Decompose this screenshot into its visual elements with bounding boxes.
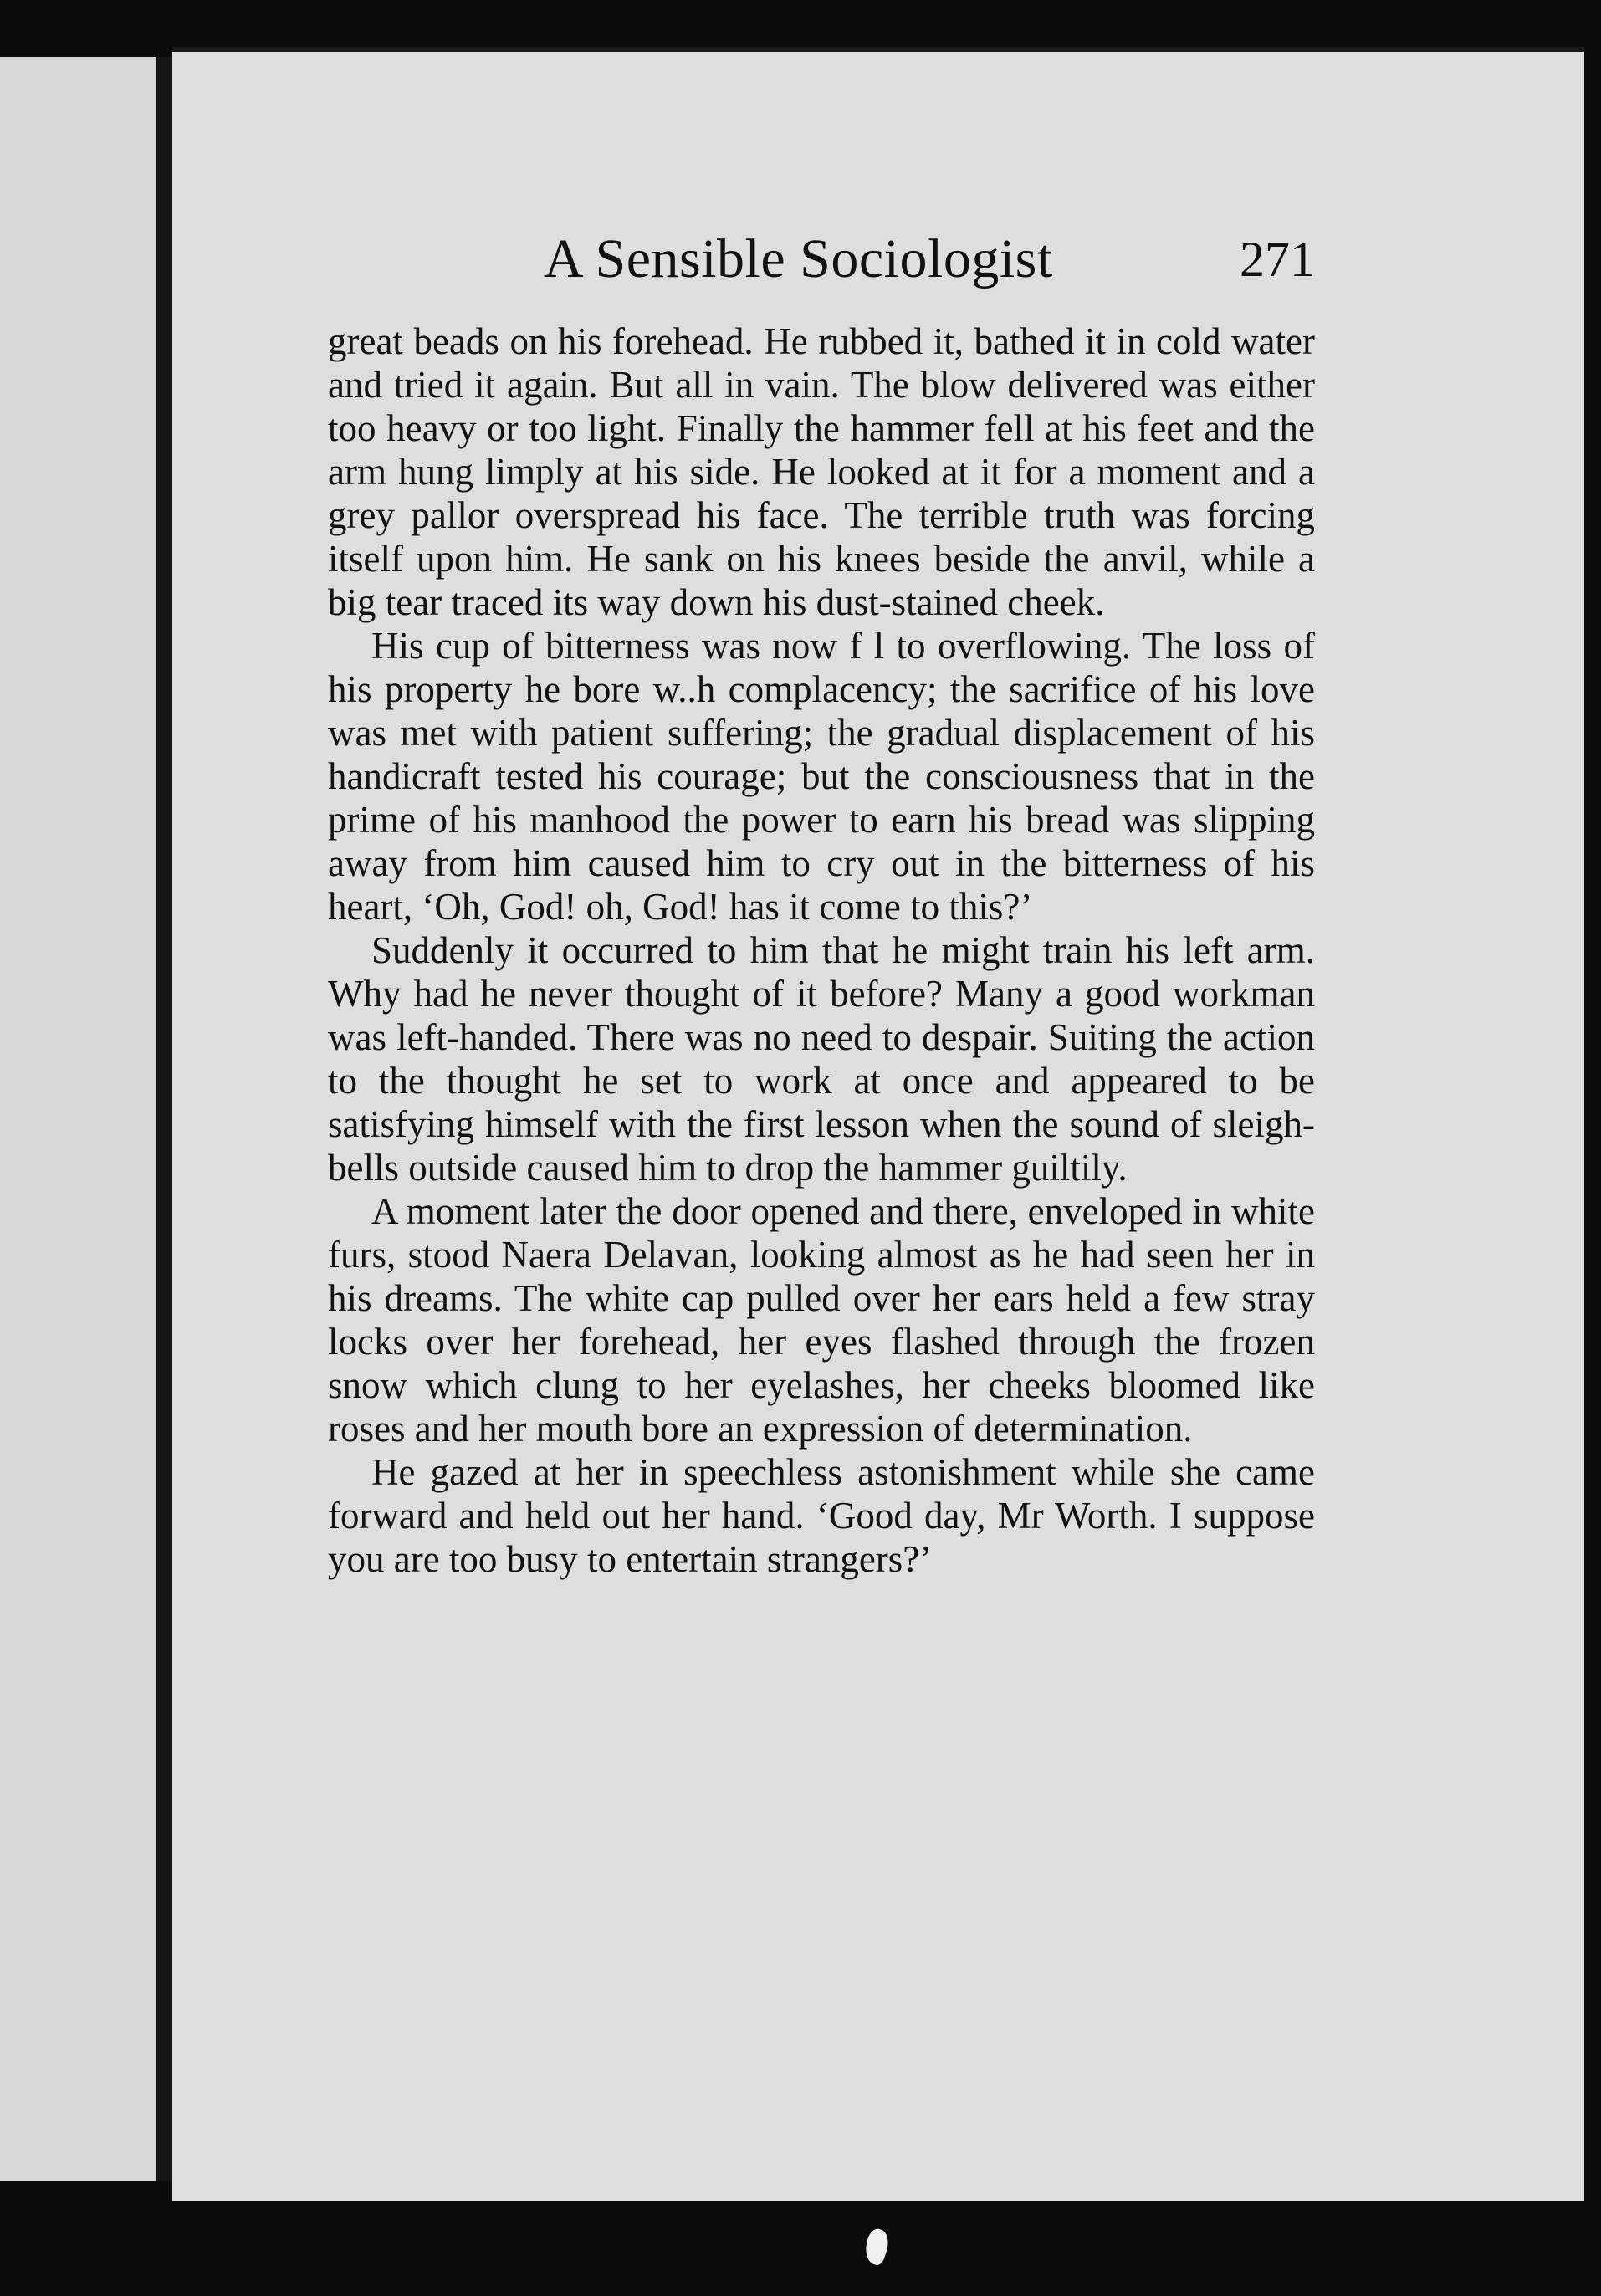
- page-number: 271: [1240, 232, 1315, 287]
- paragraph: Suddenly it occurred to him that he might train his left arm. Why had he never thought of it before? Many a good workman was left-handed. There was no need to despair. Suiting the action to the thought he set to work at once and appeared to be satisfying himself with the first lesson when the sound of sleigh-bells outside caused him to drop the hammer guiltily.: [328, 929, 1315, 1189]
- running-head: A Sensible Sociologist: [544, 228, 1053, 289]
- body-text: [328, 320, 1315, 1581]
- paragraph: His cup of bitterness was now f l to overflowing. The loss of his property he bore w..h complacency; the sacrifice of his love was met with patient suffering; the gradual displacement of his handicraft tested his courage; but the consciousness that in the prime of his manhood the power to earn his bread was slipping away from him caused him to cry out in the bitterness of his heart, ‘Oh, God! oh, God! has it come to this?’: [328, 625, 1315, 928]
- book-gutter: [156, 57, 172, 2181]
- paragraph: He gazed at her in speechless astonishment while she came forward and held out her hand. ‘Good day, Mr Worth. I suppose you are too busy to entertain strangers?’: [328, 1451, 1315, 1580]
- paragraph: A moment later the door opened and there, enveloped in white furs, stood Naera Delavan, looking almost as he had seen her in his dreams. The white cap pulled over her ears held a few stray locks over her forehead, her eyes flashed through the frozen snow which clung to her eyelashes, her cheeks bloomed like roses and her mouth bore an expression of determination.: [328, 1190, 1315, 1450]
- page-header: [328, 228, 1315, 294]
- scan-blemish: [861, 2227, 893, 2267]
- paragraph-continued: great beads on his forehead. He rubbed it, bathed it in cold water and tried it again. But all in vain. The blow delivered was either too heavy or too light. Finally the hammer fell at his feet and the arm hung limply at his side. He looked at it for a moment and a grey pallor overspread his face. The terrible truth was forcing itself upon him. He sank on his knees beside the anvil, while a big tear traced its way down his dust-stained cheek.: [328, 320, 1315, 623]
- facing-page-margin: [0, 57, 159, 2181]
